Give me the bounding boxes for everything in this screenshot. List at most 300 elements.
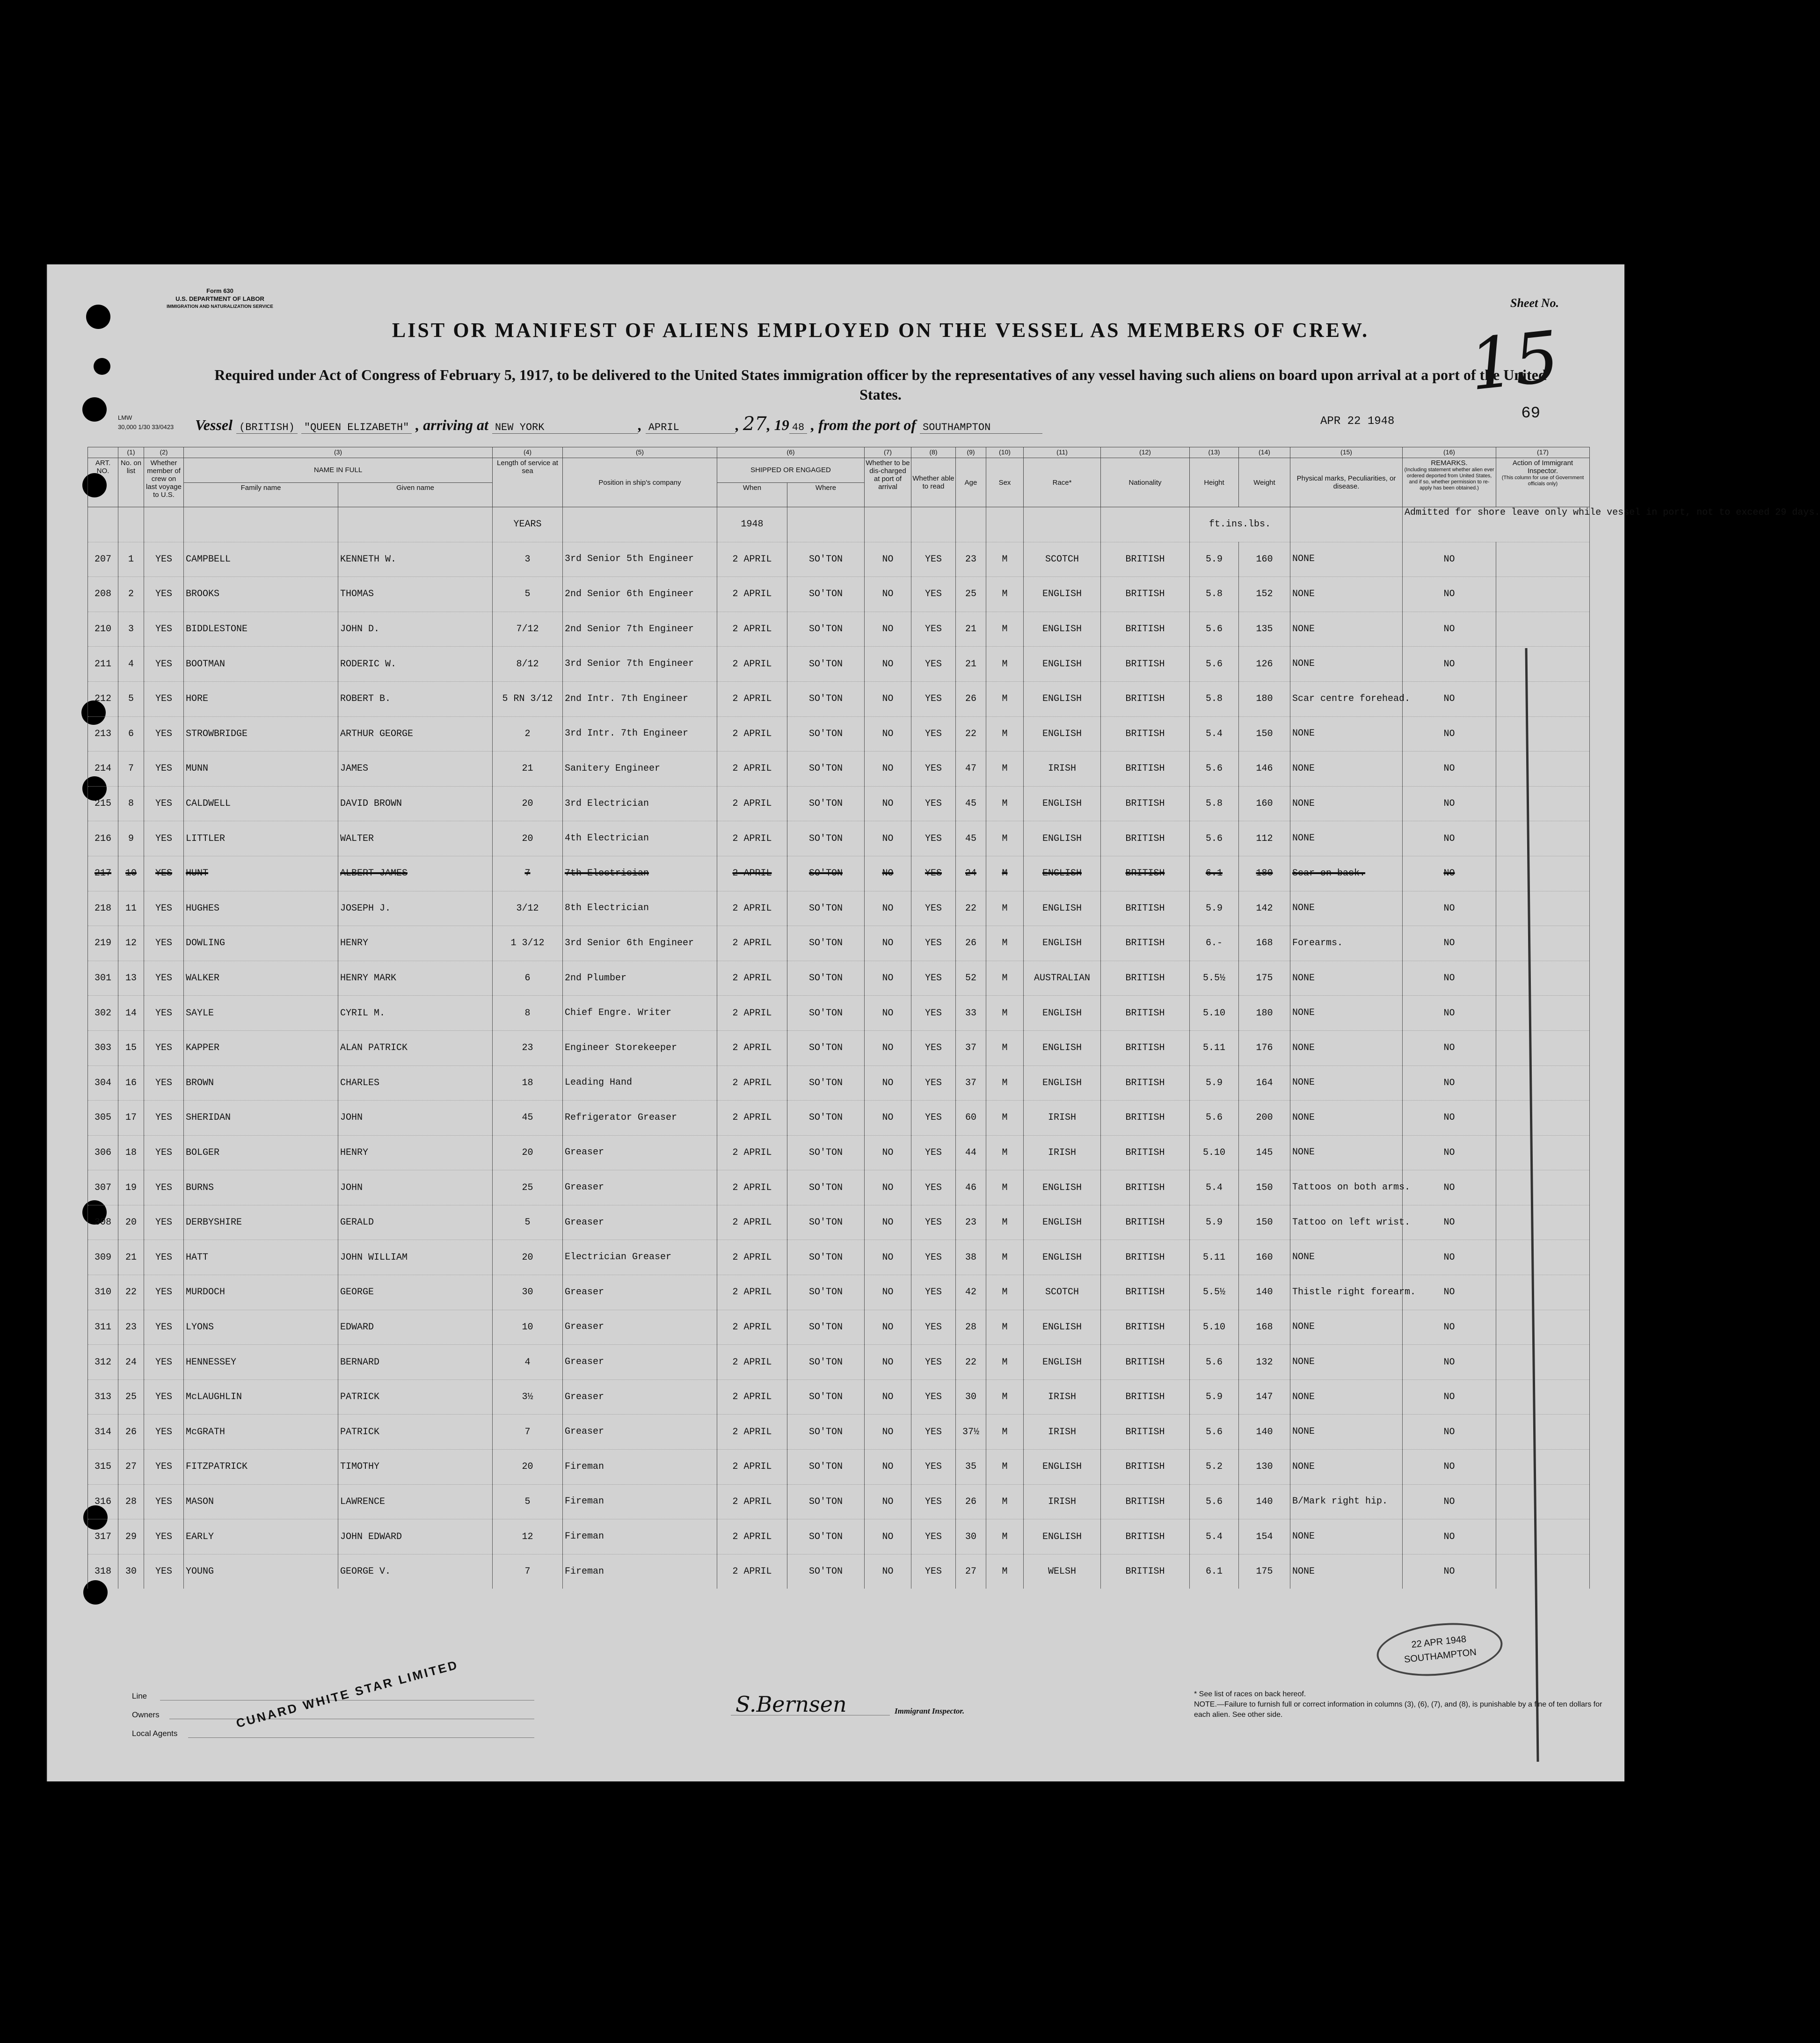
cell-sex: M	[986, 1065, 1024, 1101]
cell-race: ENGLISH	[1024, 681, 1101, 716]
cell-nat: BRITISH	[1101, 1519, 1190, 1554]
cell-weight: 150	[1239, 1205, 1290, 1240]
cell-race: ENGLISH	[1024, 612, 1101, 647]
cell-race: ENGLISH	[1024, 1065, 1101, 1101]
cell-given: BERNARD	[338, 1345, 493, 1380]
crew-row	[88, 1065, 1590, 1101]
cell-given: JOSEPH J.	[338, 891, 493, 926]
cell-when: 2 APRIL	[717, 716, 787, 752]
cell-disch: NO	[865, 647, 911, 682]
cell-art: 312	[88, 1345, 118, 1380]
cell-art: 309	[88, 1240, 118, 1275]
cell-given: WALTER	[338, 821, 493, 856]
cell-no: 17	[118, 1101, 144, 1136]
cell-no: 21	[118, 1240, 144, 1275]
cell-where: SO'TON	[787, 996, 865, 1031]
cell-service: 8	[493, 996, 563, 1031]
cell-service: 6	[493, 961, 563, 996]
cell-given: PATRICK	[338, 1379, 493, 1415]
cell-read: YES	[911, 1275, 956, 1310]
cell-remarks: NO	[1403, 891, 1496, 926]
cell-when: 2 APRIL	[717, 1484, 787, 1519]
header-able-to-read: Whether able to read	[911, 458, 956, 507]
cell-sex: M	[986, 1379, 1024, 1415]
cell-read: YES	[911, 1554, 956, 1589]
cell-where: SO'TON	[787, 1415, 865, 1450]
cell-sex: M	[986, 716, 1024, 752]
cell-read: YES	[911, 1450, 956, 1485]
cell-family: WALKER	[184, 961, 338, 996]
cell-sex: M	[986, 856, 1024, 891]
cell-weight: 150	[1239, 716, 1290, 752]
cell-family: STROWBRIDGE	[184, 716, 338, 752]
cell-disch: NO	[865, 1275, 911, 1310]
cell-nat: BRITISH	[1101, 1065, 1190, 1101]
crew-row	[88, 1519, 1590, 1554]
cell-race: ENGLISH	[1024, 577, 1101, 612]
cell-disch: NO	[865, 1554, 911, 1589]
agent-stamp: CUNARD WHITE STAR LIMITED	[234, 1657, 460, 1731]
units-year: 1948	[717, 507, 787, 542]
cell-race: ENGLISH	[1024, 1310, 1101, 1345]
cell-height: 5.4	[1190, 1519, 1239, 1554]
cell-remarks: NO	[1403, 577, 1496, 612]
cell-marks: NONE	[1290, 1450, 1403, 1485]
cell-action	[1496, 926, 1590, 961]
cell-race: ENGLISH	[1024, 891, 1101, 926]
cell-height: 5.8	[1190, 681, 1239, 716]
cell-no: 16	[118, 1065, 144, 1101]
cell-action	[1496, 716, 1590, 752]
crew-row	[88, 1379, 1590, 1415]
cell-no: 2	[118, 577, 144, 612]
cell-sex: M	[986, 542, 1024, 577]
crew-row	[88, 1345, 1590, 1380]
cell-art: 214	[88, 752, 118, 787]
cell-marks: NONE	[1290, 1240, 1403, 1275]
cell-race: ENGLISH	[1024, 1240, 1101, 1275]
cell-race: ENGLISH	[1024, 1519, 1101, 1554]
cell-position: 8th Electrician	[563, 891, 717, 926]
cell-marks: NONE	[1290, 716, 1403, 752]
cell-art: 216	[88, 821, 118, 856]
cell-when: 2 APRIL	[717, 821, 787, 856]
cell-race: ENGLISH	[1024, 821, 1101, 856]
cell-action	[1496, 752, 1590, 787]
cell-age: 45	[956, 821, 986, 856]
line-label: Line	[132, 1692, 147, 1700]
cell-height: 5.6	[1190, 1101, 1239, 1136]
cell-where: SO'TON	[787, 681, 865, 716]
cell-age: 46	[956, 1170, 986, 1205]
cell-race: ENGLISH	[1024, 1205, 1101, 1240]
cell-family: FITZPATRICK	[184, 1450, 338, 1485]
cell-height: 5.8	[1190, 577, 1239, 612]
column-number: (11)	[1024, 447, 1101, 458]
cell-art: 208	[88, 577, 118, 612]
cell-remarks: NO	[1403, 1450, 1496, 1485]
cell-read: YES	[911, 1065, 956, 1101]
cell-position: Leading Hand	[563, 1065, 717, 1101]
cell-service: 7	[493, 1415, 563, 1450]
cell-no: 26	[118, 1415, 144, 1450]
cell-prev: YES	[144, 1554, 184, 1589]
crew-row	[88, 1030, 1590, 1065]
cell-family: DOWLING	[184, 926, 338, 961]
cell-remarks: NO	[1403, 1065, 1496, 1101]
cell-age: 30	[956, 1519, 986, 1554]
cell-given: JOHN D.	[338, 612, 493, 647]
cell-sex: M	[986, 1345, 1024, 1380]
cell-service: 10	[493, 1310, 563, 1345]
cell-where: SO'TON	[787, 926, 865, 961]
header-given-name: Given name	[338, 482, 493, 507]
cell-nat: BRITISH	[1101, 647, 1190, 682]
inspector-signature: S.Bernsen	[735, 1692, 847, 1717]
cell-nat: BRITISH	[1101, 1170, 1190, 1205]
cell-position: Greaser	[563, 1205, 717, 1240]
cell-where: SO'TON	[787, 821, 865, 856]
cell-nat: BRITISH	[1101, 1240, 1190, 1275]
header-physical-marks: Physical marks, Peculiarities, or disease.	[1290, 458, 1403, 507]
cell-disch: NO	[865, 1240, 911, 1275]
cell-height: 5.9	[1190, 1065, 1239, 1101]
cell-disch: NO	[865, 716, 911, 752]
cell-given: PATRICK	[338, 1415, 493, 1450]
cell-given: GERALD	[338, 1205, 493, 1240]
cell-marks: Tattoos on both arms.	[1290, 1170, 1403, 1205]
header-remarks	[1403, 458, 1496, 507]
cell-family: YOUNG	[184, 1554, 338, 1589]
cell-age: 44	[956, 1135, 986, 1170]
cell-read: YES	[911, 856, 956, 891]
cell-given: RODERIC W.	[338, 647, 493, 682]
cell-disch: NO	[865, 1484, 911, 1519]
crew-row	[88, 961, 1590, 996]
cell-marks: NONE	[1290, 1519, 1403, 1554]
cell-height: 5.9	[1190, 891, 1239, 926]
cell-given: ROBERT B.	[338, 681, 493, 716]
cell-nat: BRITISH	[1101, 1275, 1190, 1310]
header-sex: Sex	[986, 458, 1024, 507]
cell-position: Greaser	[563, 1345, 717, 1380]
cell-given: CYRIL M.	[338, 996, 493, 1031]
cell-remarks: NO	[1403, 1519, 1496, 1554]
cell-prev: YES	[144, 1310, 184, 1345]
cell-marks: NONE	[1290, 821, 1403, 856]
cell-read: YES	[911, 1310, 956, 1345]
cell-read: YES	[911, 1379, 956, 1415]
cell-when: 2 APRIL	[717, 542, 787, 577]
cell-art: 215	[88, 786, 118, 821]
cell-marks: Scar on back.	[1290, 856, 1403, 891]
cell-given: LAWRENCE	[338, 1484, 493, 1519]
vessel-label: Vessel	[195, 416, 233, 433]
column-number-row	[88, 447, 1590, 458]
cell-no: 5	[118, 681, 144, 716]
cell-art: 308	[88, 1205, 118, 1240]
cell-race: ENGLISH	[1024, 716, 1101, 752]
cell-weight: 152	[1239, 577, 1290, 612]
cell-given: GEORGE	[338, 1275, 493, 1310]
manifest-sheet	[47, 264, 1820, 1781]
cell-no: 1	[118, 542, 144, 577]
cell-where: SO'TON	[787, 1275, 865, 1310]
cell-height: 6.1	[1190, 856, 1239, 891]
crew-row	[88, 752, 1590, 787]
cell-disch: NO	[865, 577, 911, 612]
cell-art: 305	[88, 1101, 118, 1136]
cell-no: 22	[118, 1275, 144, 1310]
cell-where: SO'TON	[787, 1135, 865, 1170]
cell-action	[1496, 786, 1590, 821]
cell-weight: 168	[1239, 926, 1290, 961]
cell-sex: M	[986, 1310, 1024, 1345]
cell-where: SO'TON	[787, 1554, 865, 1589]
crew-row	[88, 786, 1590, 821]
column-number: (4)	[493, 447, 563, 458]
cell-sex: M	[986, 996, 1024, 1031]
cell-given: THOMAS	[338, 577, 493, 612]
cell-action	[1496, 856, 1590, 891]
cell-action	[1496, 1170, 1590, 1205]
cell-marks: Forearms.	[1290, 926, 1403, 961]
cell-marks: NONE	[1290, 752, 1403, 787]
cell-marks: Thistle right forearm.	[1290, 1275, 1403, 1310]
cell-remarks: NO	[1403, 926, 1496, 961]
units-row	[88, 507, 1590, 542]
cell-age: 30	[956, 1379, 986, 1415]
column-number: (2)	[144, 447, 184, 458]
cell-art: 313	[88, 1379, 118, 1415]
header-where: Where	[787, 482, 865, 507]
cell-remarks: NO	[1403, 647, 1496, 682]
cell-art: 310	[88, 1275, 118, 1310]
cell-position: Greaser	[563, 1170, 717, 1205]
cell-prev: YES	[144, 961, 184, 996]
cell-marks: NONE	[1290, 1135, 1403, 1170]
cell-given: KENNETH W.	[338, 542, 493, 577]
cell-height: 5.5½	[1190, 961, 1239, 996]
cell-disch: NO	[865, 1170, 911, 1205]
cell-prev: YES	[144, 891, 184, 926]
cell-weight: 160	[1239, 786, 1290, 821]
cell-given: JOHN	[338, 1101, 493, 1136]
cell-disch: NO	[865, 681, 911, 716]
cell-remarks: NO	[1403, 1379, 1496, 1415]
sheet-label: Sheet No.	[1510, 296, 1559, 310]
cell-given: JAMES	[338, 752, 493, 787]
cell-prev: YES	[144, 1170, 184, 1205]
cell-nat: BRITISH	[1101, 1310, 1190, 1345]
cell-when: 2 APRIL	[717, 891, 787, 926]
cell-service: 20	[493, 1240, 563, 1275]
cell-weight: 140	[1239, 1275, 1290, 1310]
race-note: * See list of races on back hereof.	[1194, 1690, 1306, 1698]
cell-nat: BRITISH	[1101, 1554, 1190, 1589]
cell-sex: M	[986, 961, 1024, 996]
cell-height: 6.-	[1190, 926, 1239, 961]
cell-age: 35	[956, 1450, 986, 1485]
cell-read: YES	[911, 1240, 956, 1275]
cell-weight: 147	[1239, 1379, 1290, 1415]
cell-marks: NONE	[1290, 1345, 1403, 1380]
footer-notes	[1194, 1689, 1606, 1720]
cell-disch: NO	[865, 996, 911, 1031]
cell-height: 5.4	[1190, 716, 1239, 752]
cell-service: 5	[493, 1484, 563, 1519]
cell-sex: M	[986, 891, 1024, 926]
arrival-day: 27	[743, 413, 767, 435]
cell-marks: NONE	[1290, 1101, 1403, 1136]
cell-height: 5.6	[1190, 612, 1239, 647]
cell-remarks: NO	[1403, 1030, 1496, 1065]
cell-disch: NO	[865, 891, 911, 926]
cell-age: 38	[956, 1240, 986, 1275]
cell-prev: YES	[144, 716, 184, 752]
cell-remarks: NO	[1403, 1101, 1496, 1136]
cell-family: SHERIDAN	[184, 1101, 338, 1136]
cell-race: IRISH	[1024, 1135, 1101, 1170]
cell-no: 9	[118, 821, 144, 856]
cell-given: JOHN WILLIAM	[338, 1240, 493, 1275]
cell-age: 27	[956, 1554, 986, 1589]
cell-prev: YES	[144, 1484, 184, 1519]
cell-height: 5.6	[1190, 1484, 1239, 1519]
units-measures: ft.ins.lbs.	[1190, 507, 1290, 542]
cell-art: 316	[88, 1484, 118, 1519]
cell-position: 3rd Senior 6th Engineer	[563, 926, 717, 961]
cell-age: 47	[956, 752, 986, 787]
cell-action	[1496, 1310, 1590, 1345]
cell-height: 5.5½	[1190, 1275, 1239, 1310]
margin-code: LMW	[118, 414, 132, 421]
cell-where: SO'TON	[787, 1065, 865, 1101]
cell-height: 5.6	[1190, 821, 1239, 856]
cell-when: 2 APRIL	[717, 681, 787, 716]
cell-service: 12	[493, 1519, 563, 1554]
cell-read: YES	[911, 752, 956, 787]
cell-no: 28	[118, 1484, 144, 1519]
cell-weight: 112	[1239, 821, 1290, 856]
cell-prev: YES	[144, 856, 184, 891]
date-stamp: APR 22 1948	[1320, 415, 1395, 428]
cell-service: 5	[493, 577, 563, 612]
cell-family: BROOKS	[184, 577, 338, 612]
cell-when: 2 APRIL	[717, 1065, 787, 1101]
cell-family: BROWN	[184, 1065, 338, 1101]
cell-marks: Scar centre forehead.	[1290, 681, 1403, 716]
page-subtitle: Required under Act of Congress of February 5, 1917, to be delivered to the United States immigration officer by the representatives of any vessel having such aliens on board upon arrival at a port of the United States.	[214, 366, 1547, 403]
cell-prev: YES	[144, 1519, 184, 1554]
cell-disch: NO	[865, 1135, 911, 1170]
stamp-place: SOUTHAMPTON	[1404, 1647, 1477, 1665]
cell-sex: M	[986, 821, 1024, 856]
header-crew-last-voyage: Whether member of crew on last voyage to U.S.	[144, 458, 184, 507]
cell-when: 2 APRIL	[717, 1170, 787, 1205]
cell-remarks: NO	[1403, 681, 1496, 716]
cell-service: 1 3/12	[493, 926, 563, 961]
cell-given: HENRY	[338, 926, 493, 961]
cell-disch: NO	[865, 1030, 911, 1065]
sheet-number: 15	[1465, 316, 1563, 407]
cell-where: SO'TON	[787, 1519, 865, 1554]
cell-given: ARTHUR GEORGE	[338, 716, 493, 752]
cell-service: 8/12	[493, 647, 563, 682]
cell-family: LYONS	[184, 1310, 338, 1345]
cell-position: 2nd Plumber	[563, 961, 717, 996]
cell-position: Sanitery Engineer	[563, 752, 717, 787]
cell-where: SO'TON	[787, 961, 865, 996]
department: U.S. DEPARTMENT OF LABOR	[175, 295, 264, 302]
cell-position: Fireman	[563, 1484, 717, 1519]
cell-race: ENGLISH	[1024, 1170, 1101, 1205]
column-number: (1)	[118, 447, 144, 458]
cell-family: McGRATH	[184, 1415, 338, 1450]
penalty-note: NOTE.—Failure to furnish full or correct information in columns (3), (6), (7), and (8), is punishable by a fine of ten dollars for each alien. See other side.	[1194, 1700, 1602, 1719]
cell-service: 7	[493, 856, 563, 891]
cell-remarks: NO	[1403, 752, 1496, 787]
cell-prev: YES	[144, 1135, 184, 1170]
action-title: Action of Immigrant Inspector.	[1512, 459, 1573, 475]
cell-marks: NONE	[1290, 1030, 1403, 1065]
cell-position: Refrigerator Greaser	[563, 1101, 717, 1136]
cell-no: 14	[118, 996, 144, 1031]
cell-action	[1496, 1519, 1590, 1554]
cell-when: 2 APRIL	[717, 1450, 787, 1485]
crew-row	[88, 612, 1590, 647]
punch-hole	[82, 397, 107, 422]
cell-race: SCOTCH	[1024, 1275, 1101, 1310]
cell-given: CHARLES	[338, 1065, 493, 1101]
action-note: (This column for use of Government officials only)	[1501, 475, 1584, 487]
cell-read: YES	[911, 716, 956, 752]
cell-action	[1496, 1030, 1590, 1065]
header-race: Race*	[1024, 458, 1101, 507]
column-number: (9)	[956, 447, 986, 458]
cell-action	[1496, 542, 1590, 577]
cell-marks: NONE	[1290, 1310, 1403, 1345]
cell-family: KAPPER	[184, 1030, 338, 1065]
cell-height: 5.4	[1190, 1170, 1239, 1205]
cell-nat: BRITISH	[1101, 542, 1190, 577]
cell-where: SO'TON	[787, 786, 865, 821]
cell-height: 5.6	[1190, 1345, 1239, 1380]
cell-remarks: NO	[1403, 716, 1496, 752]
owners-label: Owners	[132, 1710, 160, 1719]
cell-family: HORE	[184, 681, 338, 716]
crew-row	[88, 1554, 1590, 1589]
cell-marks: NONE	[1290, 612, 1403, 647]
cell-weight: 130	[1239, 1450, 1290, 1485]
cell-sex: M	[986, 1415, 1024, 1450]
cell-read: YES	[911, 961, 956, 996]
cell-where: SO'TON	[787, 577, 865, 612]
cell-sex: M	[986, 1450, 1024, 1485]
cell-action	[1496, 1379, 1590, 1415]
cell-service: 20	[493, 786, 563, 821]
cell-where: SO'TON	[787, 1450, 865, 1485]
cell-weight: 200	[1239, 1101, 1290, 1136]
cell-art: 213	[88, 716, 118, 752]
cell-action	[1496, 821, 1590, 856]
cell-where: SO'TON	[787, 1240, 865, 1275]
cell-read: YES	[911, 612, 956, 647]
cell-where: SO'TON	[787, 891, 865, 926]
cell-prev: YES	[144, 647, 184, 682]
cell-race: ENGLISH	[1024, 1345, 1101, 1380]
cell-race: AUSTRALIAN	[1024, 961, 1101, 996]
